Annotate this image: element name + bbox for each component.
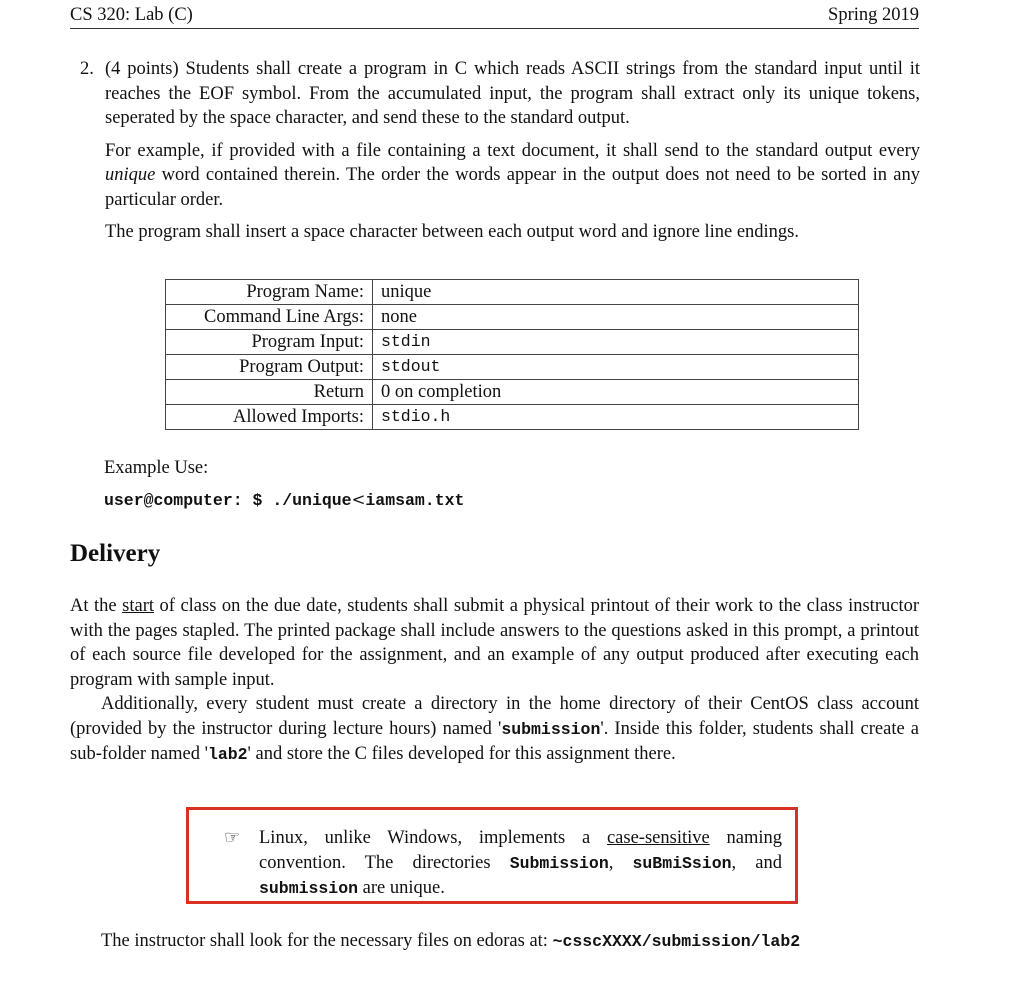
note-text-a: Linux, unlike Windows, implements a — [259, 828, 607, 848]
problem-2 — [80, 57, 920, 253]
problem-para-2-b: word contained therein. The order the words appear in the output does not need to be sorted in any particular order. — [105, 165, 920, 210]
spec-row — [166, 330, 859, 355]
problem-para-1-text: Students shall create a program in C which reads ASCII strings from the standard input until it reaches the EOF symbol. From the accumulated input, the program shall extract only its unique tokens, seperated by the space character, and send these to the standard output. — [105, 59, 921, 128]
problem-points: (4 points) — [105, 59, 179, 79]
footer-path: ~csscXXXX/submission/lab2 — [552, 932, 801, 951]
header-term: Spring 2019 — [828, 5, 919, 25]
delivery-p2-code-submission: submission — [501, 719, 601, 739]
delivery-p1-b: of class on the due date, students shall submit a physical printout of their work to the class instructor with the pages stapled. The printed package shall include answers to the questions asked in this prompt, a printout of each source file developed for the assignment, and an example of any output produced after executing each program with sample input. — [70, 596, 919, 690]
problem-para-3: The program shall insert a space character between each output word and ignore line endings. — [105, 222, 799, 242]
footer-text: The instructor shall look for the necessary files on edoras at: — [101, 931, 553, 951]
example-prompt: user@computer: $ — [104, 491, 263, 510]
header-rule — [70, 28, 919, 29]
spec-value: none — [373, 305, 859, 330]
spec-row — [166, 405, 859, 430]
example-redirect: < — [351, 490, 366, 509]
spec-value: unique — [373, 280, 859, 305]
problem-para-2 — [105, 139, 920, 213]
spec-key: Program Output: — [166, 355, 373, 380]
note-sep-2: , and — [731, 852, 782, 873]
delivery-para-1 — [70, 594, 919, 692]
spec-key: Program Name: — [166, 280, 373, 305]
note-code-3: submission — [259, 879, 359, 898]
spec-value: stdio.h — [373, 405, 859, 430]
example-command — [104, 488, 464, 514]
note-text-c: are unique. — [358, 878, 445, 898]
header-course: CS 320: Lab (C) — [70, 5, 193, 25]
spec-key: Allowed Imports: — [166, 405, 373, 430]
spec-row — [166, 305, 859, 330]
note-text — [259, 826, 782, 902]
example-file: iamsam.txt — [365, 491, 465, 510]
delivery-p2-a: Additionally, every student must create a directory in the home directory of their CentOS class account (provided by the instructor during lecture hours) named ' — [70, 694, 919, 739]
spec-row — [166, 380, 859, 405]
note-code-1: Submission — [509, 853, 609, 873]
example-use-label: Example Use: — [104, 458, 209, 478]
problem-text — [105, 57, 920, 245]
problem-para-1 — [105, 57, 920, 131]
delivery-heading: Delivery — [70, 540, 161, 567]
pointing-hand-icon: ☞ — [224, 827, 241, 848]
delivery-p1-underlined: start — [122, 596, 154, 616]
spec-key: Command Line Args: — [166, 305, 373, 330]
delivery-p1-a: At the — [70, 596, 123, 616]
spec-row — [166, 355, 859, 380]
note-text-b: naming convention. The directories — [259, 828, 782, 873]
footer-line — [101, 929, 800, 955]
note-underlined: case-sensitive — [606, 828, 710, 848]
spec-value: 0 on completion — [373, 380, 859, 405]
note-sep-1: , — [608, 852, 633, 873]
note-code-2: suBmiSsion — [632, 853, 732, 873]
spec-row — [166, 280, 859, 305]
problem-para-2-a: For example, if provided with a file containing a text document, it shall send to the standard output every — [105, 140, 920, 161]
problem-para-2-emphasis: unique — [105, 165, 156, 185]
spec-value: stdin — [373, 330, 859, 355]
delivery-p2-c: ' and store the C files developed for this assignment there. — [247, 744, 676, 764]
problem-number: 2. — [80, 59, 94, 79]
delivery-para-2 — [70, 692, 919, 768]
spec-key: Return — [166, 380, 373, 405]
program-spec-table — [165, 279, 859, 430]
delivery-p2-b: '. Inside this folder, students shall create a sub-folder named ' — [70, 718, 919, 764]
delivery-p2-code-lab2: lab2 — [207, 745, 248, 764]
example-command-name: ./unique — [262, 491, 352, 510]
delivery-body — [70, 594, 919, 768]
spec-key: Program Input: — [166, 330, 373, 355]
spec-value: stdout — [373, 355, 859, 380]
